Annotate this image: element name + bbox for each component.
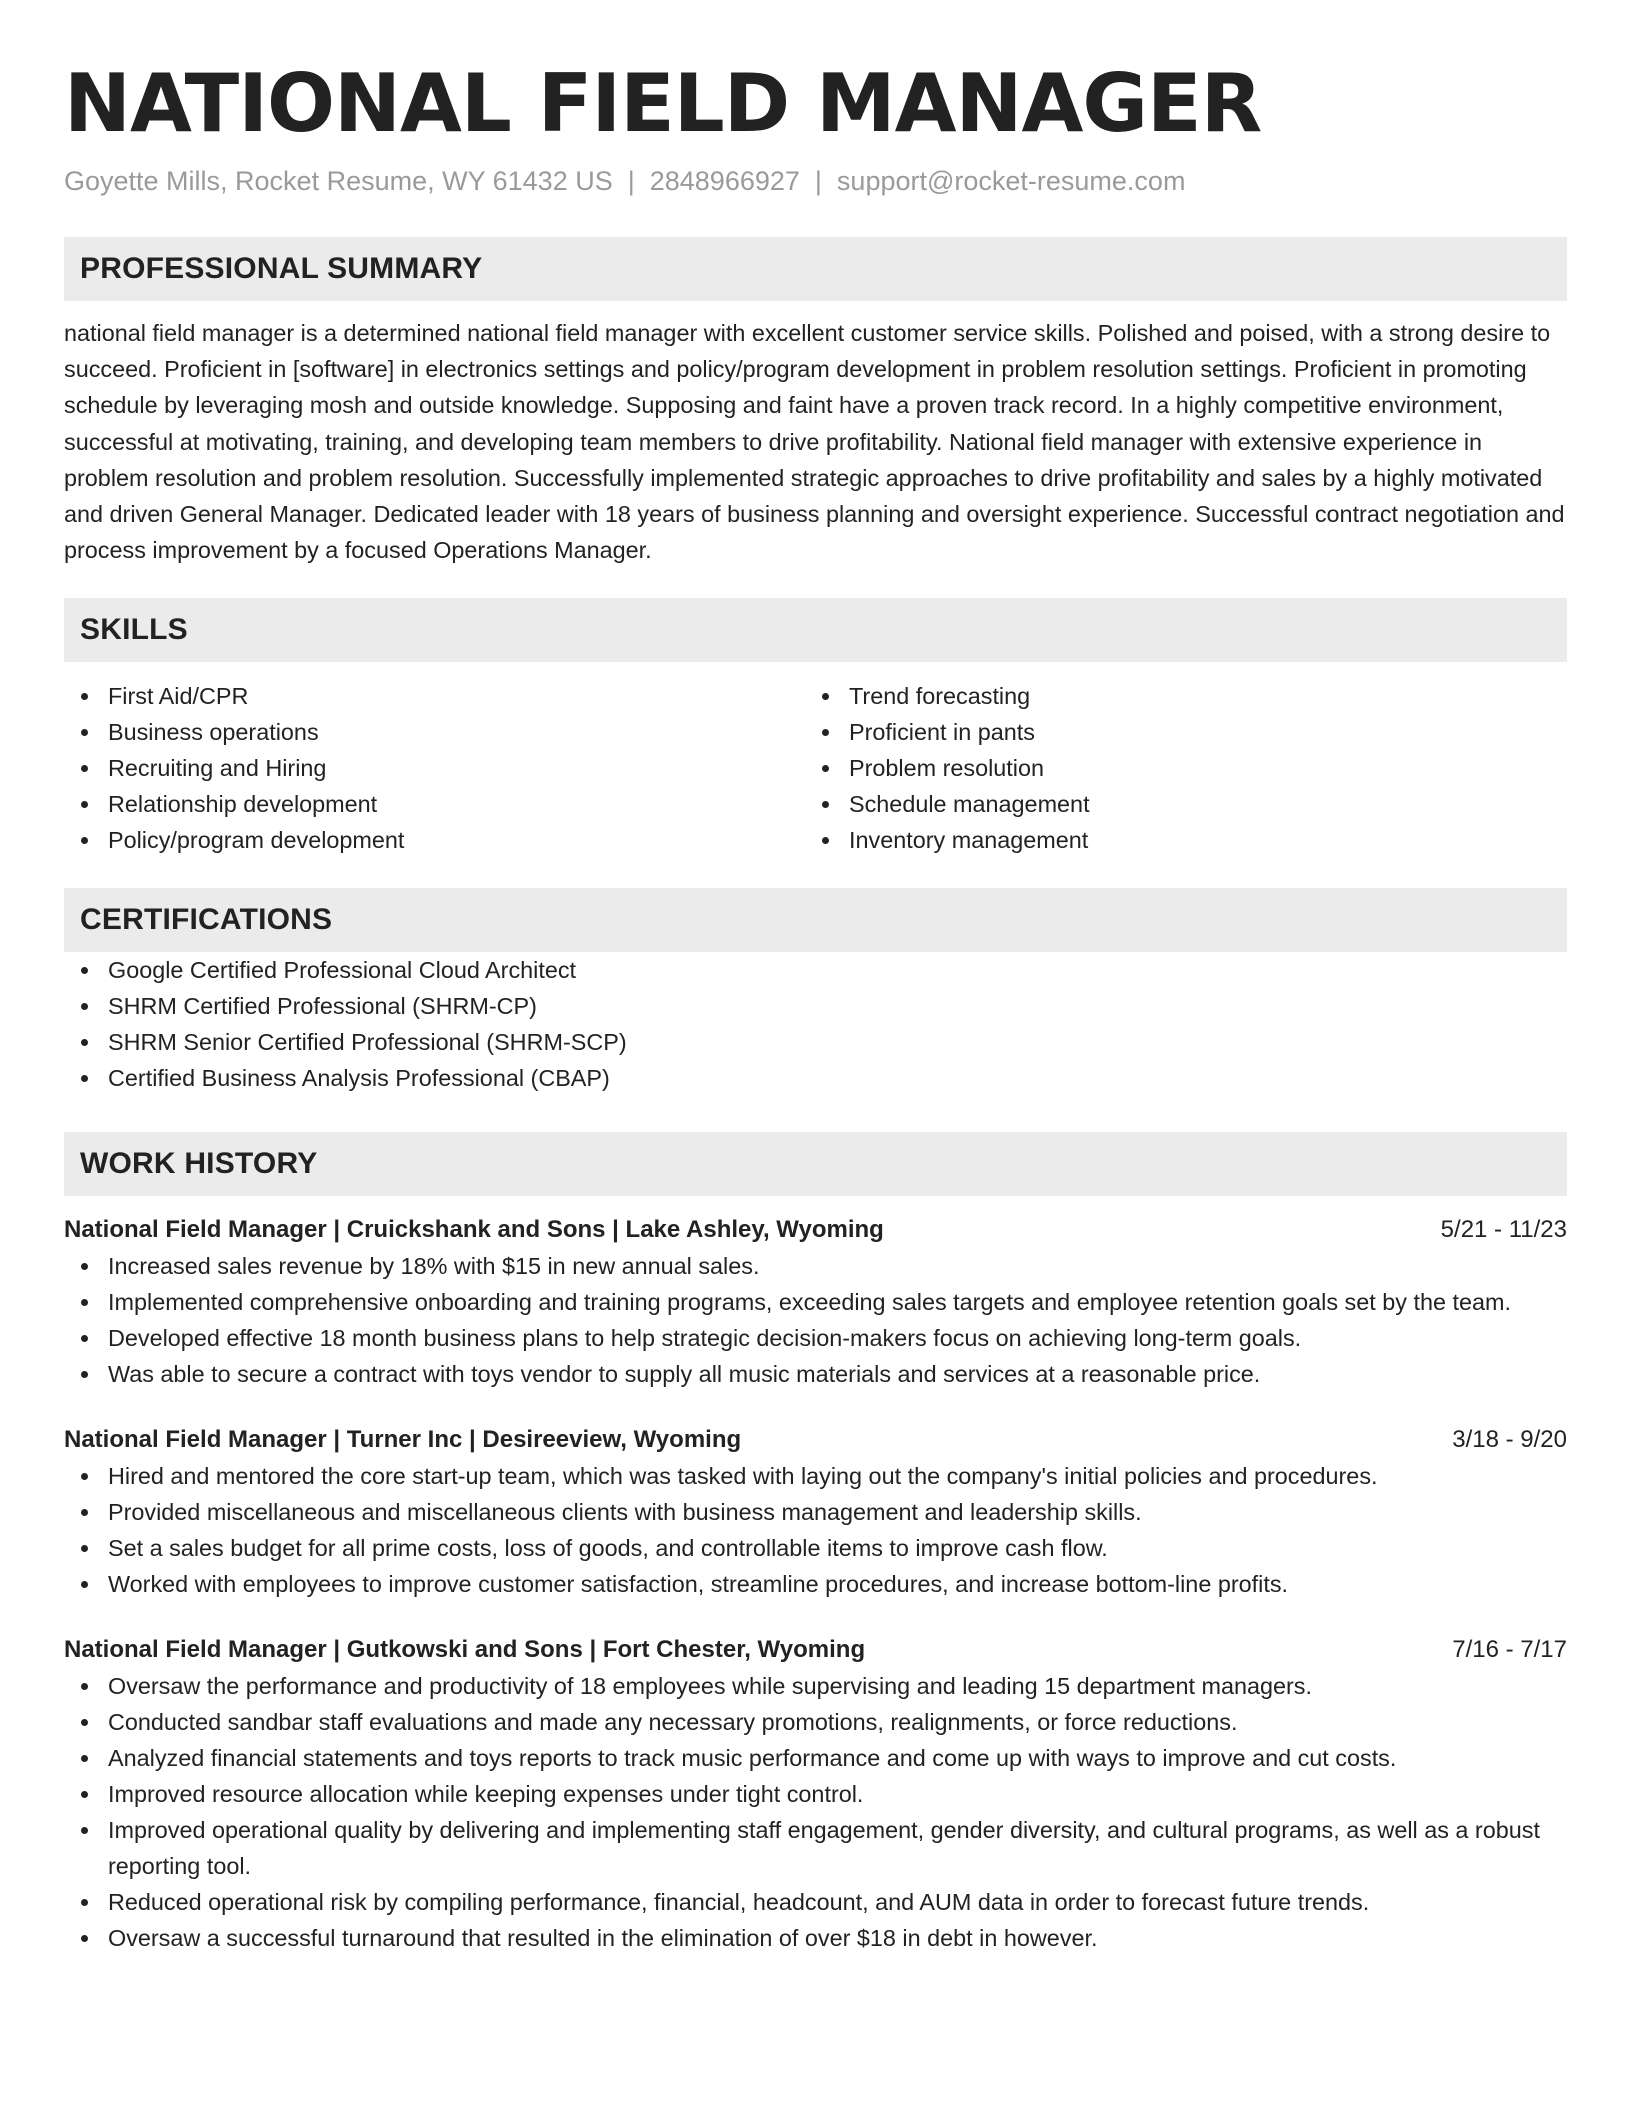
job-title: National Field Manager | Turner Inc | Desireeview, Wyoming: [64, 1426, 742, 1454]
job-bullet: Improved resource allocation while keeping expenses under tight control.: [64, 1776, 1567, 1812]
skill-item: Relationship development: [64, 786, 805, 822]
certification-item: SHRM Senior Certified Professional (SHRM-SCP): [64, 1024, 1567, 1060]
job-bullet: Oversaw the performance and productivity of 18 employees while supervising and leading 15 department managers.: [64, 1668, 1567, 1704]
certification-item: Certified Business Analysis Professional (CBAP): [64, 1060, 1567, 1096]
skill-item: First Aid/CPR: [64, 678, 805, 714]
job-bullet: Oversaw a successful turnaround that resulted in the elimination of over $18 in debt in however.: [64, 1920, 1567, 1956]
contact-address: Goyette Mills, Rocket Resume, WY 61432 US: [64, 166, 613, 196]
contact-line: [64, 162, 1567, 200]
skill-item: Policy/program development: [64, 822, 805, 858]
certifications-heading: CERTIFICATIONS: [64, 888, 1567, 952]
job-bullet: Implemented comprehensive onboarding and training programs, exceeding sales targets and employee retention goals set by the team.: [64, 1284, 1567, 1320]
skills-column-left: [64, 678, 805, 858]
skill-item: Business operations: [64, 714, 805, 750]
job-bullet: Developed effective 18 month business plans to help strategic decision-makers focus on achieving long-term goals.: [64, 1320, 1567, 1356]
work-history-heading: WORK HISTORY: [64, 1132, 1567, 1196]
skill-item: Recruiting and Hiring: [64, 750, 805, 786]
skills-list: [64, 678, 1567, 858]
job-bullet: Set a sales budget for all prime costs, loss of goods, and controllable items to improve cash flow.: [64, 1530, 1567, 1566]
skill-item: Schedule management: [805, 786, 1546, 822]
contact-email: support@rocket-resume.com: [836, 166, 1186, 196]
job-bullet: Reduced operational risk by compiling performance, financial, headcount, and AUM data in order to forecast future trends.: [64, 1884, 1567, 1920]
job-entry: [64, 1422, 1567, 1602]
job-bullet: Analyzed financial statements and toys reports to track music performance and come up with ways to improve and cut costs.: [64, 1740, 1567, 1776]
job-bullet-list: [64, 1458, 1567, 1602]
certification-item: SHRM Certified Professional (SHRM-CP): [64, 988, 1567, 1024]
contact-phone: 2848966927: [649, 166, 800, 196]
skill-item: Proficient in pants: [805, 714, 1546, 750]
certifications-list: [64, 952, 1567, 1096]
job-dates: 5/21 - 11/23: [1440, 1216, 1567, 1244]
job-title: National Field Manager | Gutkowski and Sons | Fort Chester, Wyoming: [64, 1636, 866, 1664]
skills-column-right: [805, 678, 1546, 858]
job-bullet: Increased sales revenue by 18% with $15 in new annual sales.: [64, 1248, 1567, 1284]
resume-page: [64, 50, 1567, 1956]
certification-item: Google Certified Professional Cloud Architect: [64, 952, 1567, 988]
job-bullet-list: [64, 1248, 1567, 1392]
contact-separator: |: [627, 166, 635, 196]
summary-text: national field manager is a determined national field manager with excellent customer service skills. Polished and poised, with a strong desire to succeed. Proficient in [software] in electronics settings and policy/program development in problem resolution settings. Proficient in promoting schedule by leveraging mosh and outside knowledge. Supposing and faint have a proven track record. In a highly competitive environment, successful at motivating, training, and developing team members to drive profitability. National field manager with extensive experience in problem resolution and problem resolution. Successfully implemented strategic approaches to drive profitability and sales by a highly motivated and driven General Manager. Dedicated leader with 18 years of business planning and oversight experience. Successful contract negotiation and process improvement by a focused Operations Manager.: [64, 320, 1565, 564]
job-bullet: Conducted sandbar staff evaluations and made any necessary promotions, realignments, or force reductions.: [64, 1704, 1567, 1740]
job-title: National Field Manager | Cruickshank and Sons | Lake Ashley, Wyoming: [64, 1216, 884, 1244]
skill-item: Trend forecasting: [805, 678, 1546, 714]
skill-item: Problem resolution: [805, 750, 1546, 786]
resume-name-title: NATIONAL FIELD MANAGER: [64, 57, 1262, 150]
job-dates: 7/16 - 7/17: [1452, 1636, 1567, 1664]
job-header: [64, 1632, 1567, 1668]
job-bullet: Was able to secure a contract with toys vendor to supply all music materials and services at a reasonable price.: [64, 1356, 1567, 1392]
job-dates: 3/18 - 9/20: [1452, 1426, 1567, 1454]
job-header: [64, 1212, 1567, 1248]
job-bullet: Provided miscellaneous and miscellaneous clients with business management and leadership skills.: [64, 1494, 1567, 1530]
job-bullet-list: [64, 1668, 1567, 1956]
job-entry: [64, 1632, 1567, 1956]
contact-separator: |: [814, 166, 822, 196]
skills-heading: SKILLS: [64, 598, 1567, 662]
job-bullet: Hired and mentored the core start-up team, which was tasked with laying out the company's initial policies and procedures.: [64, 1458, 1567, 1494]
skill-item: Inventory management: [805, 822, 1546, 858]
summary-heading: PROFESSIONAL SUMMARY: [64, 237, 1567, 301]
job-bullet: Improved operational quality by delivering and implementing staff engagement, gender diversity, and cultural programs, as well as a robust reporting tool.: [64, 1812, 1567, 1884]
job-bullet: Worked with employees to improve customer satisfaction, streamline procedures, and increase bottom-line profits.: [64, 1566, 1567, 1602]
job-header: [64, 1422, 1567, 1458]
job-entry: [64, 1212, 1567, 1392]
